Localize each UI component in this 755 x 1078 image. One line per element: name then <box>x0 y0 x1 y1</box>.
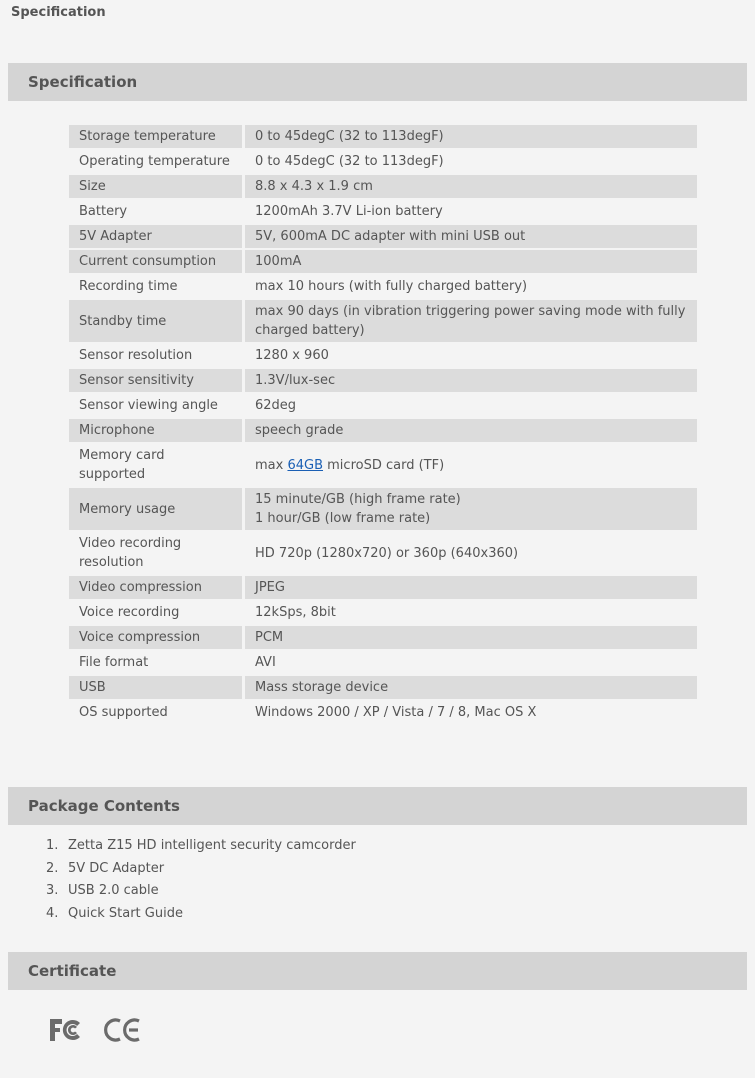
spec-value: HD 720p (1280x720) or 360p (640x360) <box>242 532 697 574</box>
spec-row <box>69 200 697 223</box>
list-text: Zetta Z15 HD intelligent security camcorder <box>68 838 356 853</box>
spec-label: Battery <box>79 204 128 219</box>
spec-label: Video compression <box>69 576 242 599</box>
spec-value: max 90 days (in vibration triggering power saving mode with fully charged battery) <box>242 300 697 342</box>
spec-value: 8.8 x 4.3 x 1.9 cm <box>242 175 697 198</box>
list-text: 5V DC Adapter <box>68 860 165 876</box>
section-header-package-contents: Package Contents <box>8 787 747 825</box>
spec-value: PCM <box>242 626 697 649</box>
spec-value-line: 1 hour/GB (low frame rate) <box>255 511 431 526</box>
spec-value: 1280 x 960 <box>242 344 697 367</box>
spec-row <box>69 701 697 724</box>
spec-row <box>69 601 697 624</box>
spec-label: Size <box>69 175 242 198</box>
spec-row <box>69 419 697 442</box>
spec-label: Video recording resolution <box>79 536 182 570</box>
spec-label: Voice compression <box>69 626 242 649</box>
spec-value-text: microSD card (TF) <box>323 457 445 473</box>
spec-label: Operating temperature <box>79 154 230 169</box>
spec-row <box>69 576 697 599</box>
spec-row <box>69 532 697 574</box>
list-item <box>46 880 356 903</box>
spec-value: 0 to 45degC (32 to 113degF) <box>242 150 697 173</box>
spec-label: Standby time <box>69 300 242 342</box>
specification-table <box>69 123 697 726</box>
spec-row <box>69 394 697 417</box>
spec-label: Memory card supported <box>79 448 165 482</box>
spec-label: Current consumption <box>69 250 242 273</box>
spec-row <box>69 225 697 248</box>
section-header-specification: Specification <box>8 63 747 101</box>
spec-value <box>242 488 697 530</box>
spec-row <box>69 275 697 298</box>
spec-value-line: 15 minute/GB (high frame rate) <box>255 492 461 507</box>
list-number: 1. <box>46 838 59 853</box>
memory-size-link[interactable]: 64GB <box>287 457 324 473</box>
spec-row <box>69 344 697 367</box>
spec-value: max 10 hours (with fully charged battery) <box>242 275 697 298</box>
spec-value: 1200mAh 3.7V Li-ion battery <box>242 200 697 223</box>
list-number: 4. <box>46 905 59 921</box>
spec-row <box>69 300 697 342</box>
spec-value <box>242 444 697 486</box>
spec-value: 100mA <box>242 250 697 273</box>
spec-label: Sensor viewing angle <box>79 398 218 413</box>
list-number: 2. <box>46 860 59 876</box>
spec-row <box>69 125 697 148</box>
ce-mark-icon <box>104 1017 142 1043</box>
spec-value-text: max <box>255 457 288 473</box>
spec-value: 1.3V/lux-sec <box>242 369 697 392</box>
spec-label: Voice recording <box>79 605 180 620</box>
section-header-certificate: Certificate <box>8 952 747 990</box>
spec-label: OS supported <box>79 705 168 720</box>
spec-row <box>69 626 697 649</box>
spec-row <box>69 444 697 486</box>
spec-label: USB <box>69 676 242 699</box>
spec-label: Memory usage <box>69 488 242 530</box>
spec-value: Mass storage device <box>242 676 697 699</box>
spec-label: Recording time <box>79 279 178 294</box>
spec-value: JPEG <box>242 576 697 599</box>
spec-row <box>69 676 697 699</box>
list-text: Quick Start Guide <box>68 905 183 921</box>
spec-label: Sensor sensitivity <box>69 369 242 392</box>
list-text: USB 2.0 cable <box>68 883 159 898</box>
fcc-logo-icon <box>50 1017 86 1043</box>
spec-value: 12kSps, 8bit <box>242 601 697 624</box>
spec-row <box>69 488 697 530</box>
spec-row <box>69 369 697 392</box>
certificate-logos <box>50 1017 142 1043</box>
spec-label: Storage temperature <box>69 125 242 148</box>
spec-label: Microphone <box>69 419 242 442</box>
package-contents-list <box>46 835 356 925</box>
spec-label: File format <box>79 655 149 670</box>
list-item <box>46 903 356 926</box>
list-item <box>46 858 356 881</box>
spec-row <box>69 250 697 273</box>
spec-label: Sensor resolution <box>79 348 193 363</box>
spec-row <box>69 175 697 198</box>
list-item <box>46 835 356 858</box>
spec-value: Windows 2000 / XP / Vista / 7 / 8, Mac OS X <box>242 701 697 724</box>
spec-value: 0 to 45degC (32 to 113degF) <box>242 125 697 148</box>
spec-value: speech grade <box>242 419 697 442</box>
spec-row <box>69 150 697 173</box>
spec-value: AVI <box>242 651 697 674</box>
spec-value: 5V, 600mA DC adapter with mini USB out <box>242 225 697 248</box>
page-title: Specification <box>11 5 106 20</box>
spec-row <box>69 651 697 674</box>
spec-label: 5V Adapter <box>69 225 242 248</box>
spec-value: 62deg <box>242 394 697 417</box>
list-number: 3. <box>46 883 59 898</box>
